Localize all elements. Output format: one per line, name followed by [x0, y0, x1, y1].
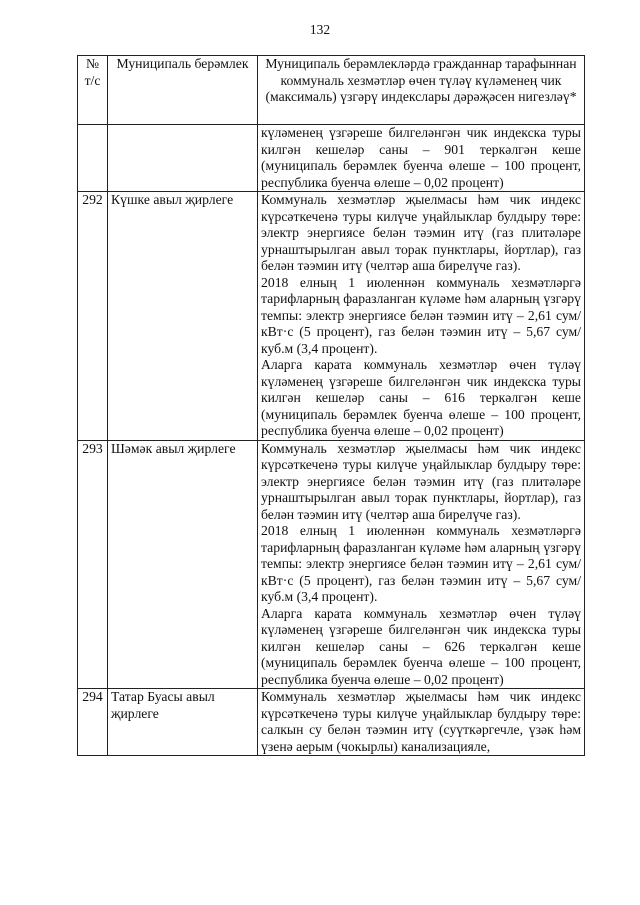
continuation-text: күләменең үзгәреше билгеләнгән чик индекска туры килгән кешеләр саны – 901 теркәлгән кеше (муниципаль берәмлек буенча өлеше – 100 процент, республика буенча өлеше – 0,02 процент) [258, 125, 585, 192]
municipal-index-table [77, 55, 585, 756]
row-description [258, 192, 585, 441]
header-index-level: Муниципаль берәмлекләрдә гражданнар тарафыннан коммуналь хезмәтләр өчен түләү күләменең чик (максималь) үзгәрү индекслары дәрәҗәсен нигезләү* [258, 56, 585, 125]
row-paragraph: Коммуналь хезмәтләр җыелмасы һәм чик индекс күрсәткеченә туры килүче уңайлыклар булдыру төре: электр энергиясе белән тәэмин итү (газ плитәләре урнаштырылган авыл торак пунктлары, йортлар), газ белән тәэмин итү (челтәр аша бирелүче газ). [261, 192, 581, 273]
row-description [258, 440, 585, 689]
row-municipality: Татар Буасы авыл җирлеге [108, 689, 258, 756]
header-municipality: Муниципаль берәмлек [108, 56, 258, 125]
row-paragraph: Коммуналь хезмәтләр җыелмасы һәм чик индекс күрсәткеченә туры килүче уңайлыклар булдыру төре: электр энергиясе белән тәэмин итү (газ плитәләре урнаштырылган авыл торак пунктлары, йортлар), газ белән тәэмин итү (челтәр аша бирелүче газ). [261, 440, 581, 522]
continuation-num-cell [78, 125, 108, 192]
header-num: № т/с [78, 56, 108, 125]
row-paragraph: Коммуналь хезмәтләр җыелмасы һәм чик индекс күрсәткеченә туры килүче уңайлыклар булдыру төре: салкын су белән тәэмин итү (суүткәргечле, үзәк һәм үзенә аерым (чокырлы) канализацияле, [261, 689, 581, 754]
row-paragraph: 2018 елның 1 июленнән коммуналь хезмәтләргә тарифларның фаразланган күләме һәм аларның үзгәрү темпы: электр энергиясе белән тәэмин итү – 2,61 сум/кВт·с (5 процент), газ белән тәэмин итү – 5,67 сум/куб.м (3,4 процент). [261, 274, 581, 356]
table-row-continuation [78, 125, 585, 192]
table-row [78, 689, 585, 756]
row-municipality: Күшке авыл җирлеге [108, 192, 258, 441]
row-num: 294 [78, 689, 108, 756]
row-num: 293 [78, 440, 108, 689]
row-paragraph: Аларга карата коммуналь хезмәтләр өчен түләү күләменең үзгәреше билгеләнгән чик индекска туры килгән кешеләр саны – 616 теркәлгән кеше (муниципаль берәмлек буенча өлеше – 100 процент, республика буенча өлеше – 0,02 процент) [261, 357, 581, 438]
row-description [258, 689, 585, 756]
row-paragraph: Аларга карата коммуналь хезмәтләр өчен түләү күләменең үзгәреше билгеләнгән чик индекска туры килгән кешеләр саны – 626 теркәлгән кеше (муниципаль берәмлек буенча өлеше – 100 процент, республика буенча өлеше – 0,02 процент) [261, 605, 581, 687]
table-row [78, 440, 585, 689]
continuation-name-cell [108, 125, 258, 192]
row-num: 292 [78, 192, 108, 441]
page-number: 132 [309, 22, 331, 37]
row-paragraph: 2018 елның 1 июленнән коммуналь хезмәтләргә тарифларның фаразланган күләме һәм аларның үзгәрү темпы: электр энергиясе белән тәэмин итү – 2,61 сум/кВт·с (5 процент), газ белән тәэмин итү – 5,67 сум/куб.м (3,4 процент). [261, 523, 581, 604]
row-municipality: Шәмәк авыл җирлеге [108, 440, 258, 689]
table-header-row [78, 56, 585, 125]
table-row [78, 192, 585, 441]
